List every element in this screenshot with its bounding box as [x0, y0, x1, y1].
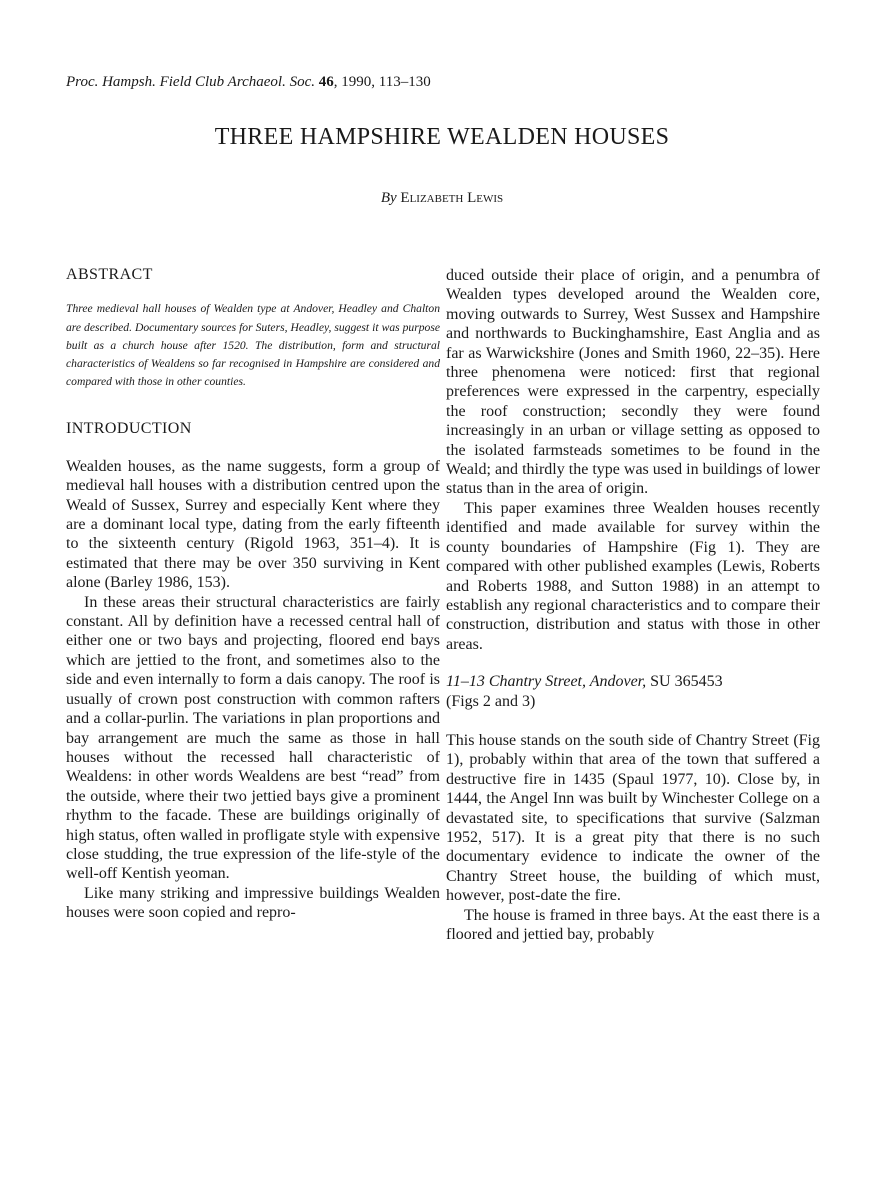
- right-paragraph-1: duced outside their place of origin, and a penumbra of Wealden types developed around the Wealden core, moving outwards to Surrey, West Sussex and Hampshire and northwards to Buckinghamshire, East Anglia and as far as Warwickshire (Jones and Smith 1960, 22–35). Here three phenomena were noticed: first that regional preferences were expressed in the carpentry, especially the roof construction; secondly they were found increasingly in an urban or village setting as opposed to the isolated farmsteads sometimes to be found in the Weald; and thirdly the type was used in buildings of lower status than in the area of origin.: [446, 267, 820, 498]
- section-subheading: [446, 672, 820, 691]
- right-paragraph-3: This house stands on the south side of Chantry Street (Fig 1), probably within that area of the town that suffered a destructive fire in 1435 (Spaul 1977, 10). Close by, in 1444, the Angel Inn was built by Winchester College on a devastated site, to specifications that survive (Salzman 1952, 517). It is a great pity that there is no such documentary evidence to indicate the owner of the Chantry Street house, the building of which must, however, post-date the fire.: [446, 731, 820, 905]
- right-paragraph-4: The house is framed in three bays. At the east there is a floored and jettied bay, probably: [446, 906, 820, 943]
- intro-paragraph-2: In these areas their structural characteristics are fairly constant. All by definition have a recessed central hall of either one or two bays and projecting, floored end bays which are jettied to the front, and sometimes also to the side and even internally to form a dais canopy. The roof is usually of crown post construction with common rafters and a collar-purlin. The variations in plan proportions and bay arrangement are much the same as those in hall houses without the recessed hall characteristic of Wealdens: in other words Wealdens are best “read” from the outside, where their two jettied bays give a prominent rhythm to the facade. These are buildings originally of high status, often walled in profligate style with expensive close studding, the true expression of the life-style of the well-off Kentish yeoman.: [66, 593, 440, 883]
- intro-paragraph-3: Like many striking and impressive buildings Wealden houses were soon copied and repro-: [66, 884, 440, 922]
- abstract-heading: ABSTRACT: [66, 266, 153, 283]
- byline: [0, 190, 884, 207]
- intro-paragraph-1: Wealden houses, as the name suggests, form a group of medieval hall houses with a distribution centred upon the Weald of Sussex, Surrey and especially Kent where they are a dominant local type, dating from the early fifteenth to the sixteenth century (Rigold 1963, 351–4). It is estimated that there may be over 350 surviving in Kent alone (Barley 1986, 153).: [66, 457, 440, 592]
- journal-year-pages: , 1990, 113–130: [333, 74, 431, 90]
- journal-citation: [66, 74, 826, 91]
- right-paragraph-2: This paper examines three Wealden houses recently identified and made available for survey within the county boundaries of Hampshire (Fig 1). They are compared with other published examples (Lewis, Roberts and Roberts 1988, and Sutton 1988) in an attempt to establish any regional characteristics and to compare their construction, distribution and status with those in other areas.: [446, 499, 820, 653]
- subheading-grid-ref: SU 365453: [650, 673, 723, 691]
- subheading-figs: (Figs 2 and 3): [446, 692, 536, 710]
- left-column: [66, 265, 440, 923]
- journal-volume: 46: [318, 74, 334, 90]
- subheading-place: 11–13 Chantry Street, Andover,: [446, 673, 647, 691]
- author-name: Elizabeth Lewis: [400, 190, 504, 206]
- byline-by: By: [380, 190, 397, 206]
- article-title: THREE HAMPSHIRE WEALDEN HOUSES: [214, 124, 670, 150]
- introduction-heading: INTRODUCTION: [66, 420, 192, 438]
- right-column: [446, 266, 820, 944]
- abstract-text: Three medieval hall houses of Wealden type at Andover, Headley and Chalton are described. Documentary sources for Suters, Headley, suggest it was purpose built as a church house after 1520. The distribution, form and structural characteristics of Wealdens so far recognised in Hampshire are considered and compared with those in other counties.: [66, 302, 440, 389]
- journal-name: Proc. Hampsh. Field Club Archaeol. Soc.: [66, 74, 315, 90]
